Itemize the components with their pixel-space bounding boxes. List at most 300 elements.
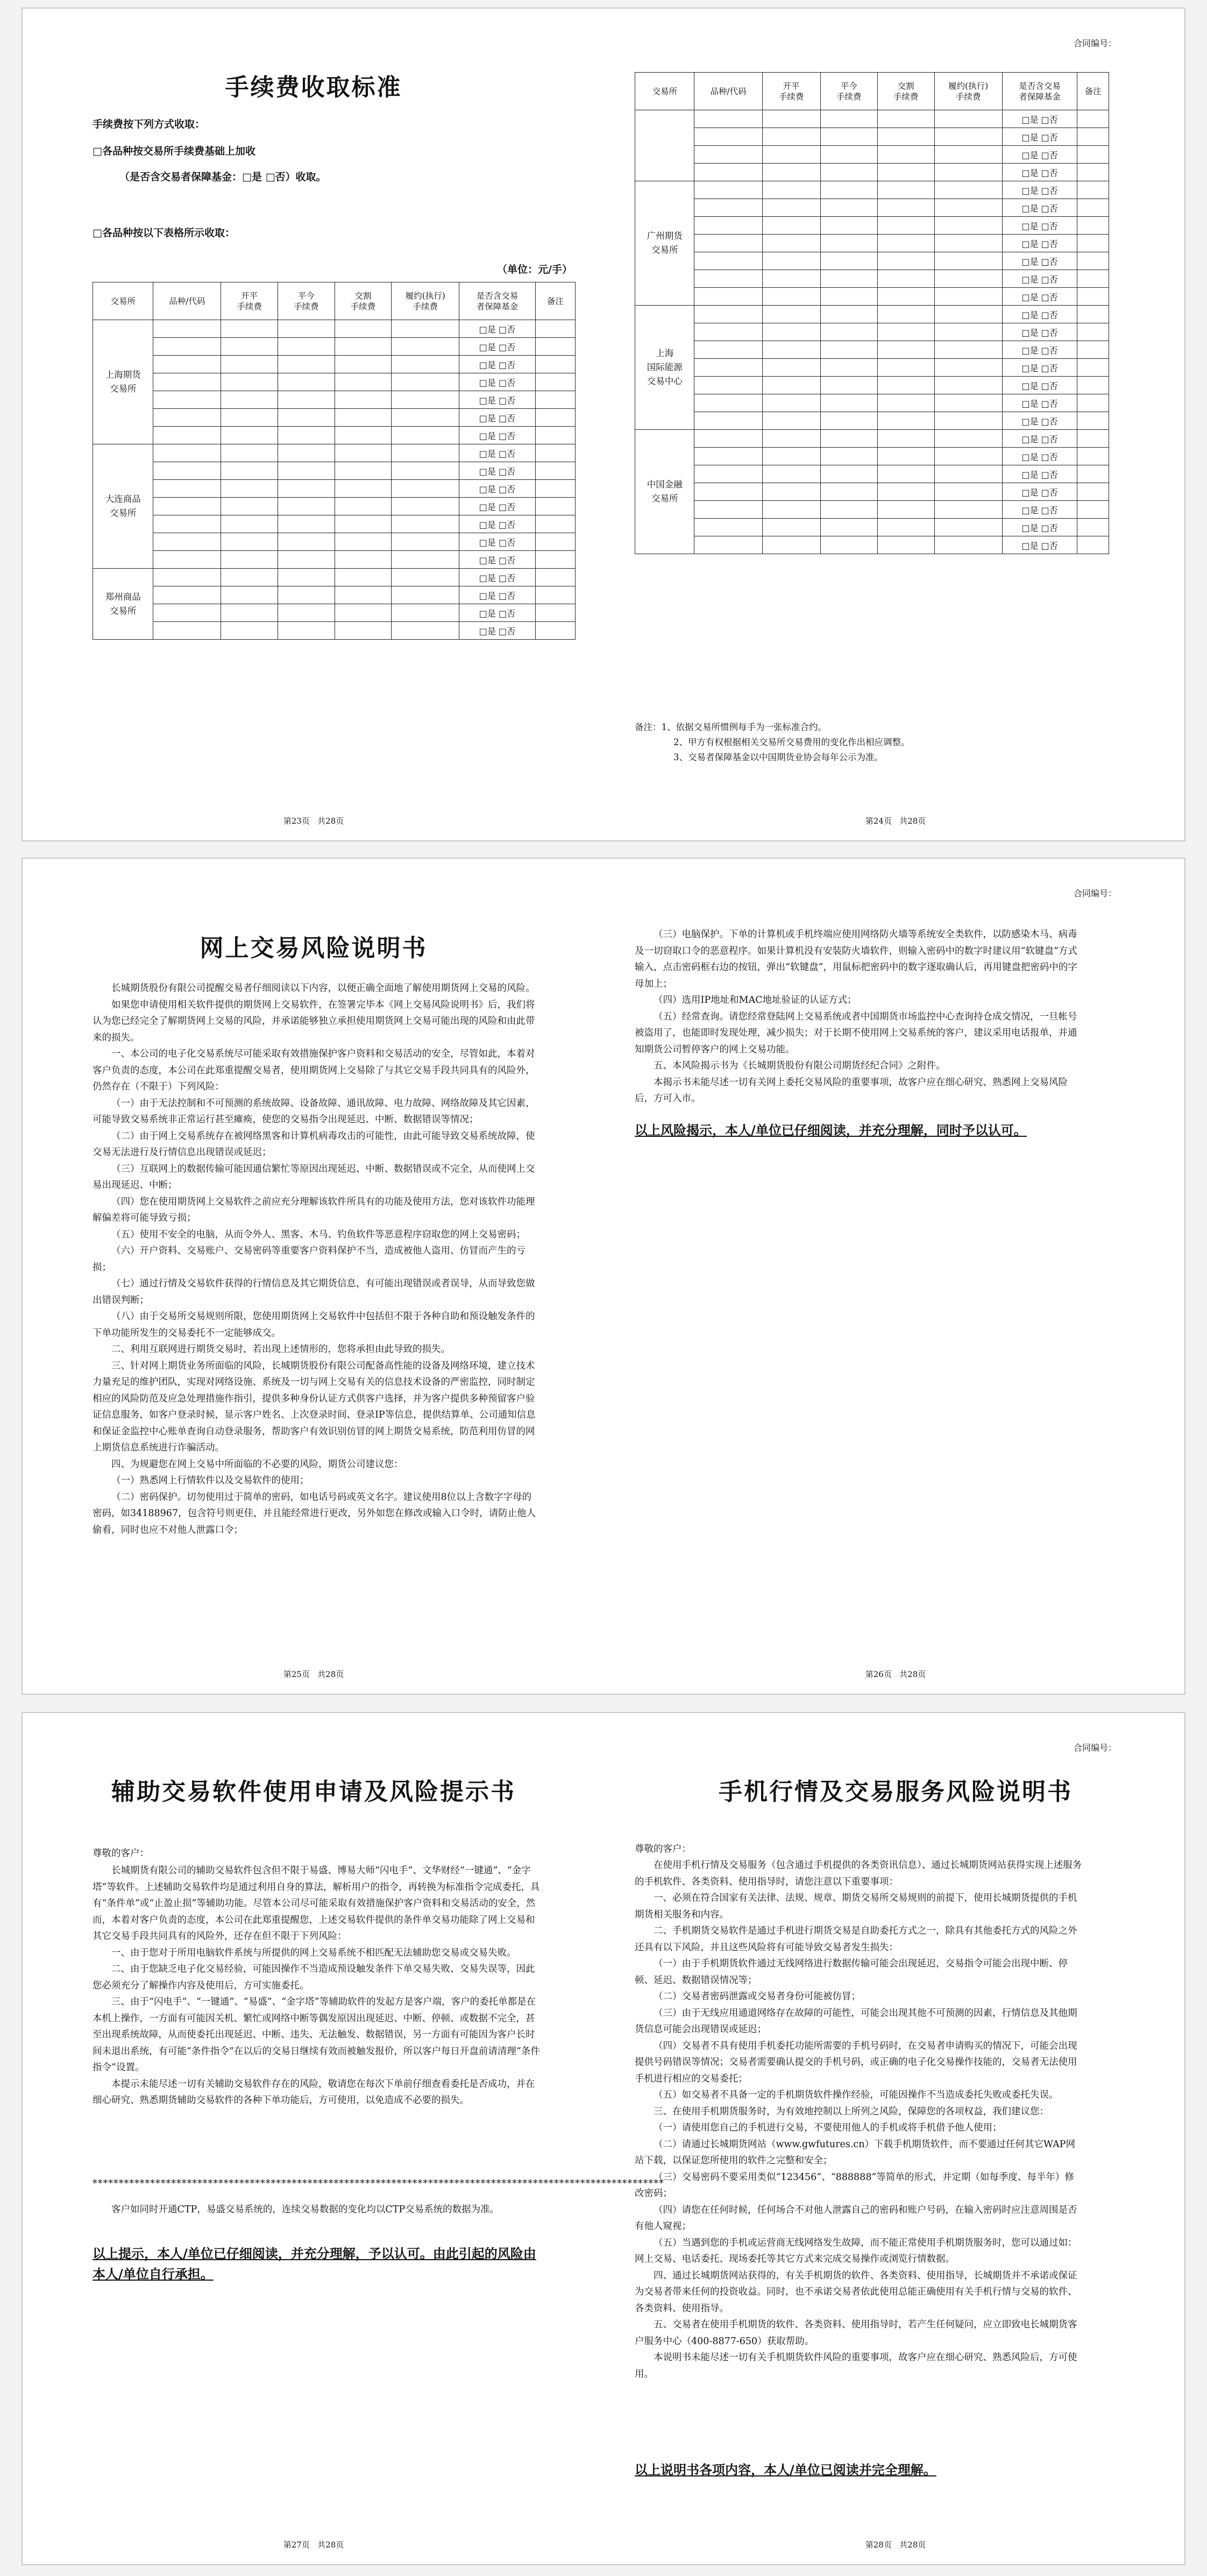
- protection-fund-checkbox-cell[interactable]: □是 □否: [459, 409, 536, 427]
- table-cell: [392, 569, 459, 586]
- table-cell: [877, 377, 934, 394]
- table-row: [635, 501, 1109, 519]
- table-cell: [392, 551, 459, 569]
- table-cell: [1077, 359, 1109, 377]
- exchange-name-cell: [635, 110, 694, 181]
- table-cell: [335, 515, 392, 533]
- paragraph: 三、针对网上期货业务所面临的风险，长城期货股份有限公司配备高性能的设备及网络环境，建立技术力量充足的维护团队，实现对网络设施、系统及一切与网上交易有关的信息技术设备的严密监控，同时制定相应的风险防范及应急处理措施作指引，提供多种身份认证方式供客户选择，并为客户提供多种预留客户验证信息服务，如客户登录时候，显示客户姓名、上次登录时间、登录IP等信息，提供结算单、公司通知信息和保证金监控中心账单查询自动登录服务，帮助客户有效识别仿冒的网上期货交易系统，防范利用仿冒的网上期货信息系统进行诈骗活动。: [93, 1360, 536, 1453]
- table-cell: [278, 320, 335, 338]
- protection-fund-checkbox-cell[interactable]: □是 □否: [1002, 377, 1077, 394]
- table-cell: [820, 199, 877, 217]
- paragraph: 四、通过长城期货网站获得的，有关手机期货的软件、各类资料、使用指导，长城期货并不承诺或保证为交易者带来任何的投资收益。同时，也不承诺交易者依此使用总能正确使用有关手机行情与交易的软件、各类资料、使用指导。: [635, 2270, 1077, 2314]
- table-row: [93, 338, 576, 356]
- table-cell: [278, 338, 335, 356]
- paragraph: 一、本公司的电子化交易系统尽可能采取有效措施保护客户资料和交易活动的安全，尽管如此，本着对客户负责的态度，本公司在此郑重提醒交易者，使用期货网上交易除了与其它交易手段共同具有的风险外，仍然存在（不限于）下列风险：: [93, 1049, 535, 1092]
- paragraph: 二、利用互联网进行期货交易时，若出现上述情形的，您将承担由此导致的损失。: [111, 1344, 450, 1355]
- table-cell: [694, 306, 762, 323]
- table-cell: [934, 430, 1002, 448]
- protection-fund-checkbox-cell[interactable]: □是 □否: [1002, 306, 1077, 323]
- table-cell: [694, 270, 762, 288]
- protection-fund-checkbox-cell[interactable]: □是 □否: [1002, 536, 1077, 554]
- column-header: 备注: [1077, 73, 1109, 110]
- paragraph: （二）请通过长城期货网站（www.gwfutures.cn）下载手机期货软件，而不要通过任何其它WAP网站下载，以保证您所使用的软件之完整和安全；: [635, 2139, 1076, 2166]
- table-cell: [877, 341, 934, 359]
- table-cell: [694, 128, 762, 146]
- paragraph: 长城期货股份有限公司提醒交易者仔细阅读以下内容，以便正确全面地了解使用期货网上交易的风险。: [111, 983, 535, 994]
- table-cell: [1077, 483, 1109, 501]
- protection-fund-checkbox-cell[interactable]: □是 □否: [1002, 235, 1077, 252]
- paragraph: （四）交易者不具有使用手机委托功能所需要的手机号码时，在交易者申请购买的情况下，可能会出现提供号码错误等情况；交易者需要确认提交的手机号码，或正确的电子化交易操作技能的，交易者无法使用手机进行相应的交易委托；: [635, 2040, 1077, 2084]
- table-cell: [694, 519, 762, 536]
- table-cell: [535, 444, 575, 462]
- table-cell: [820, 465, 877, 483]
- table-cell: [934, 110, 1002, 128]
- aux-greeting: 尊敬的客户：: [93, 1848, 149, 1859]
- paragraph: 如果您申请使用相关软件提供的期货网上交易软件，在签署完毕本《网上交易风险说明书》后，我们将认为您已经完全了解期货网上交易的风险，并承诺能够独立承担使用期货网上交易可能出现的风险和由此带来的损失。: [93, 999, 535, 1043]
- table-cell: [820, 501, 877, 519]
- column-header: 交易所: [635, 73, 694, 110]
- column-header: 平今 手续费: [820, 73, 877, 110]
- fee-option-table: □各品种按以下表格所示收取：: [93, 227, 235, 239]
- table-cell: [934, 217, 1002, 235]
- separator-line: *************************************************************************************************************: [93, 2178, 664, 2189]
- table-cell: [278, 569, 335, 586]
- table-cell: [694, 536, 762, 554]
- table-row: [635, 483, 1109, 501]
- table-cell: [535, 515, 575, 533]
- paragraph: （一）由于手机期货软件通过无线网络进行数据传输可能会出现延迟，交易指令可能会出现中断、停顿、延迟、数据错误情况等；: [635, 1958, 1068, 1986]
- protection-fund-checkbox-cell[interactable]: □是 □否: [1002, 110, 1077, 128]
- table-cell: [762, 465, 820, 483]
- table-cell: [153, 533, 221, 551]
- table-cell: [877, 128, 934, 146]
- table-cell: [877, 448, 934, 465]
- table-row: [635, 181, 1109, 199]
- table-cell: [762, 536, 820, 554]
- table-cell: [392, 586, 459, 604]
- table-cell: [762, 448, 820, 465]
- table-cell: [934, 448, 1002, 465]
- fee-method-line: 手续费按下列方式收取：: [93, 118, 205, 130]
- table-cell: [392, 320, 459, 338]
- protection-fund-checkbox-cell[interactable]: □是 □否: [459, 356, 536, 373]
- table-cell: [877, 359, 934, 377]
- table-cell: [278, 409, 335, 427]
- protection-fund-checkbox-cell[interactable]: □是 □否: [1002, 199, 1077, 217]
- table-cell: [762, 270, 820, 288]
- protection-fund-checkbox-cell[interactable]: □是 □否: [459, 373, 536, 391]
- protection-fund-checkbox-cell[interactable]: □是 □否: [1002, 164, 1077, 181]
- column-header: 品种/代码: [694, 73, 762, 110]
- table-cell: [221, 427, 278, 444]
- table-cell: [1077, 128, 1109, 146]
- table-cell: [820, 412, 877, 430]
- table-cell: [153, 320, 221, 338]
- column-header: 交易所: [93, 282, 153, 320]
- table-cell: [820, 288, 877, 306]
- protection-fund-checkbox-cell[interactable]: □是 □否: [459, 391, 536, 409]
- table-cell: [221, 373, 278, 391]
- table-cell: [535, 356, 575, 373]
- table-cell: [934, 465, 1002, 483]
- sheet-fee-standard: [22, 8, 1185, 841]
- table-cell: [762, 181, 820, 199]
- table-row: [635, 146, 1109, 164]
- protection-fund-checkbox-cell[interactable]: □是 □否: [459, 480, 536, 498]
- table-cell: [221, 320, 278, 338]
- table-cell: [221, 551, 278, 569]
- paragraph: 长城期货有限公司的辅助交易软件包含但不限于易盛、博易大师“闪电手”、文华财经“一键通”、“金字塔”等软件。上述辅助交易软件均是通过利用自身的算法，解析用户的指令，再转换为标准指令完成委托，具有“条件单”或“止盈止损”等辅助功能。尽管本公司尽可能采取有效措施保护客户资料和交易活动的安全，然而，本着对客户负责的态度，本公司在此郑重提醒您，上述交易软件提供的条件单交易功能除了网上交易和其它交易手段共同具有的风险外，还存在但不限于下列风险：: [93, 1865, 540, 1942]
- table-row: [635, 519, 1109, 536]
- table-cell: [877, 164, 934, 181]
- protection-fund-checkbox-cell[interactable]: □是 □否: [459, 533, 536, 551]
- table-cell: [820, 359, 877, 377]
- protection-fund-checkbox-cell[interactable]: □是 □否: [1002, 217, 1077, 235]
- table-row: [93, 373, 576, 391]
- table-cell: [877, 306, 934, 323]
- table-cell: [535, 622, 575, 640]
- table-row: [93, 569, 576, 586]
- table-cell: [877, 394, 934, 412]
- protection-fund-checkbox-cell[interactable]: □是 □否: [459, 462, 536, 480]
- table-row: [635, 306, 1109, 323]
- table-cell: [1077, 465, 1109, 483]
- paragraph: （五）如交易者不具备一定的手机期货软件操作经验，可能因操作不当造成委托失败或委托失误。: [654, 2090, 1059, 2100]
- table-row: [635, 430, 1109, 448]
- table-cell: [535, 480, 575, 498]
- page-23: [23, 9, 605, 840]
- table-cell: [820, 146, 877, 164]
- paragraph: （一）请使用您自己的手机进行交易，不要使用他人的手机或将手机借予他人使用；: [654, 2122, 1002, 2133]
- table-row: [635, 465, 1109, 483]
- paragraph: 本提示未能尽述一切有关辅助交易软件存在的风险，敬请您在每次下单前仔细查看委托是否成功，并在细心研究、熟悉期货辅助交易软件的各种下单功能后，方可使用，以免造成不必要的损失。: [93, 2078, 535, 2106]
- table-cell: [1077, 110, 1109, 128]
- page-25: [23, 859, 605, 1694]
- paragraph: （一）熟悉网上行情软件以及交易软件的使用；: [111, 1475, 309, 1486]
- table-cell: [392, 427, 459, 444]
- protection-fund-checkbox-cell[interactable]: □是 □否: [1002, 465, 1077, 483]
- table-cell: [535, 391, 575, 409]
- table-cell: [221, 480, 278, 498]
- protection-fund-checkbox-cell[interactable]: □是 □否: [1002, 448, 1077, 465]
- table-row: [635, 252, 1109, 270]
- table-cell: [153, 409, 221, 427]
- column-header: 是否含交易 者保障基金: [459, 282, 536, 320]
- exchange-name-cell: 上海 国际能源 交易中心: [635, 306, 694, 430]
- paragraph: 一、由于您对于所用电脑软件系统与所提供的网上交易系统不相匹配无法辅助您交易或交易失败。: [111, 1947, 516, 1958]
- table-cell: [153, 444, 221, 462]
- table-row: [93, 391, 576, 409]
- table-row: [635, 394, 1109, 412]
- table-cell: [535, 569, 575, 586]
- protection-fund-checkbox-cell[interactable]: □是 □否: [1002, 430, 1077, 448]
- table-cell: [877, 199, 934, 217]
- paragraph: （二）由于网上交易系统存在被网络黑客和计算机病毒攻击的可能性，由此可能导致交易系统故障，使交易无法进行及行情信息出现错误或延迟；: [93, 1130, 535, 1158]
- table-cell: [934, 252, 1002, 270]
- table-cell: [535, 586, 575, 604]
- table-cell: [535, 409, 575, 427]
- table-cell: [153, 569, 221, 586]
- table-row: [635, 448, 1109, 465]
- table-cell: [278, 586, 335, 604]
- table-cell: [762, 323, 820, 341]
- table-cell: [877, 412, 934, 430]
- protection-fund-checkbox-cell[interactable]: □是 □否: [459, 444, 536, 462]
- page-number: 第28页 共28页: [865, 2540, 926, 2550]
- table-cell: [694, 252, 762, 270]
- table-cell: [1077, 164, 1109, 181]
- table-cell: [392, 622, 459, 640]
- protection-fund-checkbox-cell[interactable]: □是 □否: [1002, 128, 1077, 146]
- paragraph: （三）互联网上的数据传输可能因通信繁忙等原因出现延迟、中断、数据错误或不完全，从而使网上交易出现延迟、中断；: [93, 1163, 535, 1191]
- table-cell: [335, 604, 392, 622]
- table-cell: [221, 356, 278, 373]
- table-cell: [392, 498, 459, 515]
- paragraph: 本揭示书未能尽述一切有关网上委托交易风险的重要事项，故客户应在细心研究、熟悉网上交易风险后，方可入市。: [635, 1077, 1068, 1104]
- page-title: 手机行情及交易服务风险说明书: [719, 1778, 1073, 1806]
- protection-fund-checkbox-cell[interactable]: □是 □否: [1002, 501, 1077, 519]
- table-cell: [934, 181, 1002, 199]
- table-cell: [535, 338, 575, 356]
- table-cell: [820, 164, 877, 181]
- contract-number-label: 合同编号：: [1073, 1743, 1117, 1753]
- table-cell: [221, 515, 278, 533]
- table-cell: [694, 465, 762, 483]
- table-cell: [762, 359, 820, 377]
- table-cell: [820, 235, 877, 252]
- protection-fund-checkbox-cell[interactable]: □是 □否: [1002, 181, 1077, 199]
- table-cell: [1077, 430, 1109, 448]
- column-header: 备注: [535, 282, 575, 320]
- table-cell: [762, 235, 820, 252]
- table-row: [93, 551, 576, 569]
- table-cell: [762, 217, 820, 235]
- table-cell: [1077, 536, 1109, 554]
- table-cell: [335, 462, 392, 480]
- table-cell: [1077, 448, 1109, 465]
- table-cell: [1077, 341, 1109, 359]
- table-row: [93, 515, 576, 533]
- table-row: [635, 412, 1109, 430]
- table-cell: [694, 412, 762, 430]
- table-cell: [1077, 288, 1109, 306]
- paragraph: 一、必须在符合国家有关法律、法规、规章、期货交易所交易规则的前提下，使用长城期货提供的手机期货相关服务和内容。: [635, 1893, 1077, 1920]
- table-cell: [535, 320, 575, 338]
- aux-risk-body: [93, 1863, 540, 2109]
- table-cell: [153, 498, 221, 515]
- table-cell: [762, 110, 820, 128]
- paragraph: （七）通过行情及交易软件获得的行情信息及其它期货信息，有可能出现错误或者误导，从而导致您做出错误判断；: [93, 1278, 535, 1306]
- paragraph: （六）开户资料、交易账户、交易密码等重要客户资料保护不当，造成被他人盗用、仿冒而产生的亏损；: [93, 1245, 526, 1273]
- table-cell: [694, 394, 762, 412]
- table-cell: [934, 501, 1002, 519]
- table-row: [635, 288, 1109, 306]
- table-cell: [877, 110, 934, 128]
- table-cell: [694, 430, 762, 448]
- table-cell: [820, 128, 877, 146]
- table-cell: [335, 373, 392, 391]
- exchange-name-cell: 大连商品 交易所: [93, 444, 153, 569]
- table-cell: [877, 146, 934, 164]
- sheet-software-mobile-risk: [22, 1712, 1185, 2565]
- table-cell: [934, 536, 1002, 554]
- table-cell: [820, 483, 877, 501]
- table-cell: [762, 164, 820, 181]
- protection-fund-checkbox-cell[interactable]: □是 □否: [459, 320, 536, 338]
- protection-fund-checkbox-cell[interactable]: □是 □否: [1002, 394, 1077, 412]
- column-header: 开平 手续费: [762, 73, 820, 110]
- page-27: [23, 1713, 664, 2564]
- table-cell: [221, 533, 278, 551]
- online-risk-confirmation: 以上风险揭示，本人/单位已仔细阅读，并充分理解，同时予以认可。: [635, 1123, 1027, 1138]
- table-cell: [694, 288, 762, 306]
- online-risk-body-left: [93, 980, 540, 1538]
- protection-fund-checkbox-cell[interactable]: □是 □否: [459, 338, 536, 356]
- table-cell: [221, 391, 278, 409]
- table-cell: [694, 181, 762, 199]
- sheet-online-risk: [22, 858, 1185, 1695]
- table-cell: [820, 536, 877, 554]
- table-row: [93, 409, 576, 427]
- paragraph: 二、由于您缺乏电子化交易经验，可能因操作不当造成预设触发条件下单交易失败、交易失误等，因此您必须充分了解操作内容及使用后，方可实施委托。: [93, 1964, 535, 1991]
- table-cell: [877, 181, 934, 199]
- table-cell: [877, 536, 934, 554]
- page-number: 第27页 共28页: [283, 2540, 344, 2550]
- paragraph: 四、为规避您在网上交易中所面临的不必要的风险，期货公司建议您：: [111, 1459, 403, 1470]
- paragraph: （一）由于无法控制和不可预测的系统故障、设备故障、通讯故障、电力故障、网络故障及其它因素，可能导致交易系统非正常运行甚至瘫痪，使您的交易指令出现延迟、中断、数据错误等情况；: [93, 1098, 535, 1125]
- table-cell: [762, 128, 820, 146]
- table-cell: [1077, 217, 1109, 235]
- protection-fund-checkbox-cell[interactable]: □是 □否: [1002, 270, 1077, 288]
- table-cell: [762, 412, 820, 430]
- page-number: 第26页 共28页: [865, 1669, 926, 1679]
- mobile-confirmation: 以上说明书各项内容，本人/单位已阅读并完全理解。: [635, 2462, 936, 2478]
- protection-fund-checkbox-cell[interactable]: □是 □否: [1002, 359, 1077, 377]
- protection-fund-checkbox-cell[interactable]: □是 □否: [459, 551, 536, 569]
- protection-fund-checkbox-cell[interactable]: □是 □否: [459, 622, 536, 640]
- table-cell: [221, 498, 278, 515]
- paragraph: （四）选用IP地址和MAC地址验证的认证方式；: [654, 995, 857, 1006]
- table-cell: [1077, 501, 1109, 519]
- table-cell: [278, 391, 335, 409]
- table-row: [93, 586, 576, 604]
- table-cell: [694, 217, 762, 235]
- table-cell: [278, 604, 335, 622]
- table-cell: [1077, 235, 1109, 252]
- fee-option-exchange-plus: □各品种按交易所手续费基础上加收: [93, 145, 255, 157]
- protection-fund-checkbox-cell[interactable]: □是 □否: [459, 498, 536, 515]
- table-cell: [153, 338, 221, 356]
- protection-fund-checkbox-cell[interactable]: □是 □否: [1002, 483, 1077, 501]
- table-row: [635, 235, 1109, 252]
- table-cell: [820, 377, 877, 394]
- contract-number-label: 合同编号：: [1073, 888, 1117, 898]
- protection-fund-checkbox-cell[interactable]: □是 □否: [1002, 519, 1077, 536]
- protection-fund-checkbox-cell[interactable]: □是 □否: [459, 569, 536, 586]
- protection-fund-checkbox-cell[interactable]: □是 □否: [1002, 146, 1077, 164]
- table-cell: [1077, 412, 1109, 430]
- mobile-risk-body: [635, 1857, 1082, 2382]
- table-cell: [392, 391, 459, 409]
- page-28: [605, 1713, 1187, 2564]
- table-cell: [221, 604, 278, 622]
- exchange-name-cell: 郑州商品 交易所: [93, 569, 153, 640]
- protection-fund-checkbox-cell[interactable]: □是 □否: [1002, 252, 1077, 270]
- protection-fund-checkbox-cell[interactable]: □是 □否: [459, 427, 536, 444]
- table-cell: [762, 341, 820, 359]
- table-cell: [877, 252, 934, 270]
- table-cell: [820, 394, 877, 412]
- page-number: 第23页 共28页: [283, 816, 344, 826]
- column-header: 是否含交易 者保障基金: [1002, 73, 1077, 110]
- paragraph: 三、由于“闪电手”、“一键通”、“易盛”、“金字塔”等辅助软件的发起方是客户端，客户的委托单都是在本机上操作，一方面有可能因关机、繁忙或网络中断等偶发原因出现延迟、中断、停顿、或数据不完全，甚至出现系统故障，从而使委托出现延迟、中断、违失、无法触发、数据错误，另一方面有可能因为客户长时间未退出系统，有可能“条件指令”在以后的交易日继续有效而被触发报价，所以客户每日开盘前请清理“条件指令”设置。: [93, 1997, 540, 2073]
- table-cell: [392, 373, 459, 391]
- table-cell: [694, 164, 762, 181]
- paragraph: （三）交易密码不要采用类似“123456”、“888888”等简单的形式，并定期（如每季度、每半年）修改密码；: [635, 2171, 1074, 2199]
- table-header-row: [635, 73, 1109, 110]
- paragraph: （五）使用不安全的电脑，从而令外人、黑客、木马、钓鱼软件等恶意程序窃取您的网上交易密码；: [111, 1229, 526, 1240]
- table-cell: [877, 217, 934, 235]
- exchange-name-cell: 上海期货 交易所: [93, 320, 153, 444]
- table-cell: [934, 235, 1002, 252]
- protection-fund-checkbox-cell[interactable]: □是 □否: [1002, 323, 1077, 341]
- table-cell: [934, 146, 1002, 164]
- table-cell: [762, 306, 820, 323]
- table-cell: [762, 146, 820, 164]
- table-cell: [153, 551, 221, 569]
- protection-fund-checkbox-cell[interactable]: □是 □否: [459, 515, 536, 533]
- table-cell: [535, 373, 575, 391]
- paragraph: （八）由于交易所交易规则所限，您使用期货网上交易软件中包括但不限于各种自助和预设触发条件的下单功能所发生的交易委托不一定能够成交。: [93, 1311, 535, 1339]
- table-cell: [278, 533, 335, 551]
- protection-fund-checkbox-cell[interactable]: □是 □否: [459, 586, 536, 604]
- table-cell: [153, 515, 221, 533]
- paragraph: 二、手机期货交易软件是通过手机进行期货交易是自助委托方式之一，除具有其他委托方式的风险之外还具有以下风险，并且这些风险将有可能导致交易者发生损失：: [635, 1926, 1077, 1953]
- table-cell: [1077, 306, 1109, 323]
- table-cell: [221, 462, 278, 480]
- paragraph: （二）密码保护。切勿使用过于简单的密码，如电话号码或英文名字。建议使用8位以上含数字字母的密码，如34188967，包含符号则更佳，并且能经常进行更改，另外如您在修改或输入口令时，请防止他人偷看，同时也应不对他人泄露口令；: [93, 1491, 536, 1535]
- table-cell: [820, 323, 877, 341]
- table-cell: [153, 480, 221, 498]
- table-cell: [934, 377, 1002, 394]
- table-cell: [221, 338, 278, 356]
- paragraph: （五）经常查询。请您经常登陆网上交易系统或者中国期货市场监控中心查询持仓成交情况，一旦帐号被盗用了，也能即时发现处理，减少损失；对于长期不使用网上交易系统的客户，建议采用电话报单，并通知期货公司暂停客户的网上交易功能。: [635, 1011, 1077, 1055]
- table-cell: [762, 252, 820, 270]
- table-cell: [278, 498, 335, 515]
- table-cell: [278, 622, 335, 640]
- table-cell: [877, 465, 934, 483]
- column-header: 履约(执行) 手续费: [934, 73, 1002, 110]
- ctp-note: 客户如同时开通CTP，易盛交易系统的，连续交易数据的变化均以CTP交易系统的数据为准。: [111, 2204, 500, 2215]
- paragraph: 五、交易者在使用手机期货的软件、各类资料、使用指导时，若产生任何疑问，应立即致电长城期货客户服务中心（400-8877-650）获取帮助。: [635, 2319, 1077, 2347]
- table-cell: [934, 164, 1002, 181]
- table-row: [635, 270, 1109, 288]
- table-cell: [1077, 199, 1109, 217]
- protection-fund-checkbox-cell[interactable]: □是 □否: [1002, 341, 1077, 359]
- table-row: [635, 128, 1109, 146]
- table-cell: [335, 356, 392, 373]
- protection-fund-checkbox-cell[interactable]: □是 □否: [1002, 288, 1077, 306]
- table-cell: [762, 519, 820, 536]
- mobile-greeting: 尊敬的客户：: [635, 1844, 691, 1855]
- protection-fund-checkbox-cell[interactable]: □是 □否: [459, 604, 536, 622]
- table-row: [93, 498, 576, 515]
- fee-notes: 备注：1、依据交易所惯例每手为一张标准合约。 2、甲方有权根据相关交易所交易费用的变化作出相应调整。 3、交易者保障基金以中国期货业协会每年公示为准。: [635, 722, 910, 762]
- table-cell: [153, 462, 221, 480]
- table-cell: [820, 306, 877, 323]
- table-cell: [392, 604, 459, 622]
- protection-fund-checkbox-cell[interactable]: □是 □否: [1002, 412, 1077, 430]
